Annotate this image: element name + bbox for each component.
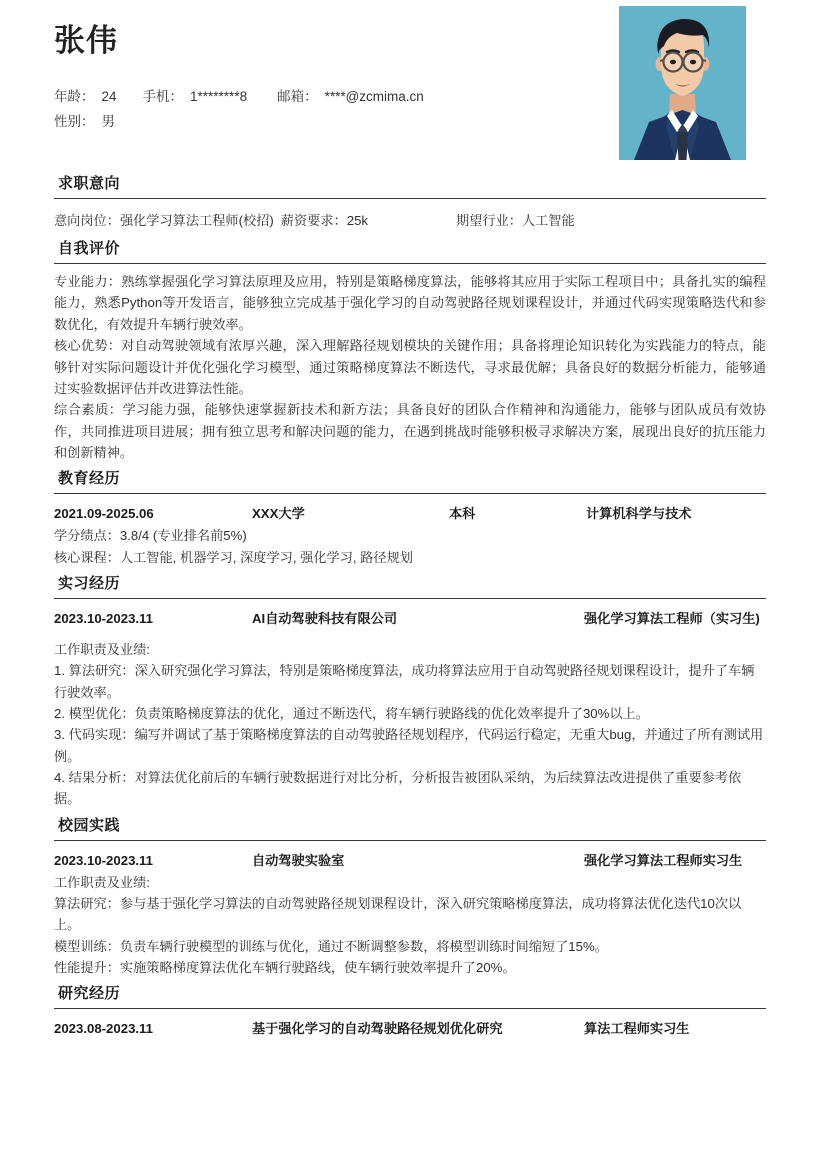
email-value: ****@zcmima.cn	[324, 89, 424, 105]
internship-duty-item: 4. 结果分析：对算法优化前后的车辆行驶数据进行对比分析，分析报告被团队采纳，为后续算法改进提供了重要参考依据。	[54, 770, 742, 807]
campus-date: 2023.10-2023.11	[54, 852, 154, 868]
section-divider	[54, 493, 766, 494]
phone-value: 1********8	[190, 89, 248, 105]
research-entry-header	[54, 1016, 766, 1039]
age-label: 年龄：	[54, 89, 95, 105]
campus-role: 强化学习算法工程师实习生	[584, 852, 743, 868]
campus-duty-item: 算法研究：参与基于强化学习算法的自动驾驶路径规划课程设计，深入研究策略梯度算法，成功将算法优化迭代10次以上。	[54, 895, 742, 933]
section-divider	[54, 198, 766, 199]
section-internship	[54, 572, 766, 810]
self-evaluation-paragraph: 核心优势：对自动驾驶领域有浓厚兴趣，深入理解路径规划模块的关键作用；具备将理论知识转化为实践能力的特点，能够针对实际问题设计并优化强化学习模型，通过策略梯度算法不断迭代，寻求最优解；具备良好的数据分析能力，能够通过实验数据评估并改进算法性能。	[54, 338, 766, 396]
salary-label: 薪资要求：	[280, 213, 347, 228]
phone-label: 手机：	[142, 89, 184, 105]
position-label: 意向岗位：	[54, 213, 120, 228]
section-divider	[54, 598, 766, 599]
education-date: 2021.09-2025.06	[54, 506, 154, 522]
section-self-evaluation	[54, 237, 766, 463]
email-label: 邮箱：	[277, 89, 318, 105]
gender-label: 性别：	[54, 114, 95, 130]
internship-duties-label: 工作职责及业绩:	[54, 641, 150, 657]
gender-value: 男	[101, 114, 115, 130]
research-date: 2023.08-2023.11	[54, 1021, 154, 1037]
campus-duties	[54, 871, 766, 979]
self-evaluation-body	[54, 271, 766, 463]
section-title-research: 研究经历	[58, 985, 121, 1003]
job-intention-row	[54, 206, 766, 233]
campus-organization: 自动驾驶实验室	[252, 852, 345, 868]
section-divider	[54, 840, 766, 841]
section-education	[54, 467, 766, 568]
self-evaluation-paragraph: 综合素质：学习能力强，能够快速掌握新技术和新方法；具备良好的团队合作精神和沟通能力，能够与团队成员有效协作，共同推进项目进展；拥有独立思考和解决问题的能力，在遇到挑战时能够积极寻求解决方案，展现出良好的抗压能力和创新精神。	[54, 402, 766, 461]
age-value: 24	[101, 89, 117, 105]
internship-company: AI自动驾驶科技有限公司	[252, 611, 398, 626]
section-title-internship: 实习经历	[58, 575, 121, 592]
section-title-self-evaluation: 自我评价	[58, 240, 121, 258]
industry-label: 期望行业：	[456, 213, 522, 228]
section-campus-practice	[54, 814, 766, 979]
industry-value: 人工智能	[521, 213, 575, 228]
internship-duty-item: 2. 模型优化：负责策略梯度算法的优化，通过不断迭代，将车辆行驶路线的优化效率提升了30%以上。	[54, 705, 649, 721]
portrait-illustration	[619, 6, 746, 160]
education-entry-header	[54, 501, 766, 524]
resume-header	[54, 0, 766, 168]
section-title-education: 教育经历	[58, 470, 121, 488]
campus-duty-item: 模型训练：负责车辆行驶模型的训练与优化，通过不断调整参数，将模型训练时间缩短了15%。	[54, 938, 608, 954]
research-project: 基于强化学习的自动驾驶路径规划优化研究	[252, 1021, 503, 1037]
campus-entry-header	[54, 848, 766, 871]
campus-duty-item: 性能提升：实施策略梯度算法优化车辆行驶路线，使车辆行驶效率提升了20%。	[54, 960, 516, 976]
internship-duty-item: 3. 代码实现：编写并调试了基于策略梯度算法的自动驾驶路径规划程序，代码运行稳定，无重大bug，并通过了所有测试用例。	[54, 727, 764, 764]
internship-entry-header	[54, 606, 766, 629]
section-job-intention	[54, 172, 766, 233]
education-gpa: 学分绩点：3.8/4 (专业排名前5%)	[54, 528, 247, 544]
section-research	[54, 982, 766, 1039]
internship-date: 2023.10-2023.11	[54, 611, 154, 626]
internship-duty-item: 1. 算法研究：深入研究强化学习算法，特别是策略梯度算法，成功将算法应用于自动驾驶路径规划课程设计，提升了车辆行驶效率。	[54, 663, 755, 700]
education-major: 计算机科学与技术	[586, 506, 692, 522]
internship-duties	[54, 638, 766, 810]
campus-duties-label: 工作职责及业绩:	[54, 874, 150, 890]
section-title-job-intention: 求职意向	[58, 175, 121, 192]
salary-value: 25k	[346, 213, 368, 228]
education-school: XXX大学	[252, 506, 305, 522]
candidate-name: 张伟	[54, 23, 118, 58]
education-details	[54, 524, 766, 568]
education-degree: 本科	[449, 506, 476, 522]
section-divider	[54, 1008, 766, 1009]
position-value: 强化学习算法工程师(校招)	[119, 213, 274, 228]
section-divider	[54, 263, 766, 264]
research-role: 算法工程师实习生	[584, 1021, 690, 1037]
education-courses: 核心课程：人工智能, 机器学习, 深度学习, 强化学习, 路径规划	[54, 549, 413, 565]
internship-role: 强化学习算法工程师（实习生)	[584, 611, 760, 626]
spacer	[54, 629, 766, 638]
self-evaluation-paragraph: 专业能力：熟练掌握强化学习算法原理及应用，特别是策略梯度算法，能够将其应用于实际工程项目中；具备扎实的编程能力，熟悉Python等开发语言，能够独立完成基于强化学习的自动驾驶路径规划课程设计，并通过代码实现策略迭代和参数优化，有效提升车辆行驶效率。	[54, 274, 766, 332]
profile-photo	[619, 6, 746, 160]
section-title-campus-practice: 校园实践	[58, 816, 121, 834]
